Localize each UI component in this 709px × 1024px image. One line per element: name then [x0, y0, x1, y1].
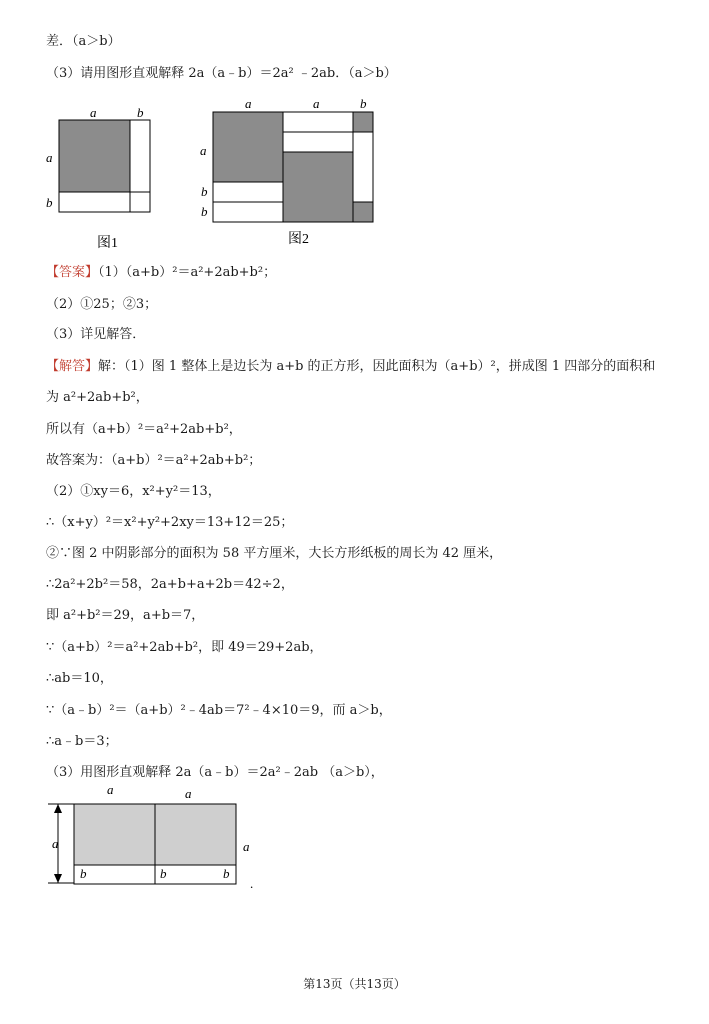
fig1-label-a-left: a	[46, 150, 53, 165]
solution-line-2: 为 a²+2ab+b²，	[46, 390, 149, 405]
solution-line-5: （2）①xy＝6，x²+y²＝13，	[46, 484, 221, 499]
answer-line-3: （3）详见解答．	[46, 327, 146, 342]
page-footer: 第13页（共13页）	[303, 977, 406, 991]
fig1-caption: 图1	[97, 236, 118, 251]
fig3-label-b-1: b	[80, 866, 87, 881]
solution-tag: 【解答】	[46, 359, 99, 374]
solution-line-13: ∴a﹣b＝3；	[46, 734, 118, 749]
fig2-label-b-left-2: b	[201, 204, 208, 219]
fig3-label-a-left: a	[52, 836, 59, 851]
solution-line-4: 故答案为：（a+b）²＝a²+2ab+b²；	[46, 453, 262, 468]
solution-line-3: 所以有（a+b）²＝a²+2ab+b²，	[46, 422, 242, 437]
solution-line-9: 即 a²+b²＝29，a+b＝7，	[46, 608, 205, 623]
solution-line-1	[46, 359, 655, 375]
fig3-label-b-3: b	[223, 866, 230, 881]
fig2-label-b-left-1: b	[201, 184, 208, 199]
figures-1-2	[40, 95, 400, 255]
fig1-label-b-left: b	[46, 195, 53, 210]
fig3-trailing-period: .	[250, 876, 254, 891]
solution-line-14: （3）用图形直观解释 2a（a﹣b）＝2a²﹣2ab （a＞b），	[46, 765, 384, 780]
fig3-label-a-top-1: a	[107, 782, 114, 797]
fig3-label-a-right: a	[243, 839, 250, 854]
figure-3	[40, 780, 270, 892]
solution-line-11: ∴ab＝10，	[46, 671, 113, 686]
text-line-1: 差．（a＞b）	[46, 34, 121, 49]
fig2-caption: 图2	[288, 232, 309, 247]
fig2-label-a-top-2: a	[313, 96, 320, 111]
figure-2	[200, 96, 373, 247]
fig1-label-b-top: b	[137, 105, 144, 120]
fig2-label-b-top: b	[360, 96, 367, 111]
fig2-label-a-left: a	[200, 143, 207, 158]
figure-1	[46, 105, 150, 251]
solution-line-8: ∴2a²+2b²＝58，2a+b+a+2b＝42÷2，	[46, 577, 294, 592]
solution-line-10: ∵（a+b）²＝a²+2ab+b²，即 49＝29+2ab，	[46, 640, 323, 655]
answer-text-1: （1）（a+b）²＝a²+2ab+b²；	[98, 265, 277, 280]
solution-text-1: 解：（1）图 1 整体上是边长为 a+b 的正方形，因此面积为（a+b）²，拼成图 1 四部分的面积和	[98, 359, 656, 374]
fig3-label-a-top-2: a	[185, 786, 192, 801]
question-3: （3）请用图形直观解释 2a（a﹣b）＝2a² ﹣2ab．（a＞b）	[46, 66, 397, 81]
fig1-label-a-top: a	[90, 105, 97, 120]
answer-line-2: （2）①25；②3；	[46, 297, 158, 312]
answer-line-1	[46, 265, 276, 281]
answer-tag: 【答案】	[46, 265, 99, 280]
solution-line-7: ②∵图 2 中阴影部分的面积为 58 平方厘米，大长方形纸板的周长为 42 厘米，	[46, 546, 503, 561]
fig3-label-b-2: b	[160, 866, 167, 881]
solution-line-12: ∵（a﹣b）²＝（a+b）²﹣4ab＝7²﹣4×10＝9，而 a＞b，	[46, 703, 392, 718]
solution-line-6: ∴（x+y）²＝x²+y²+2xy＝13+12＝25；	[46, 515, 294, 530]
fig2-label-a-top-1: a	[245, 96, 252, 111]
